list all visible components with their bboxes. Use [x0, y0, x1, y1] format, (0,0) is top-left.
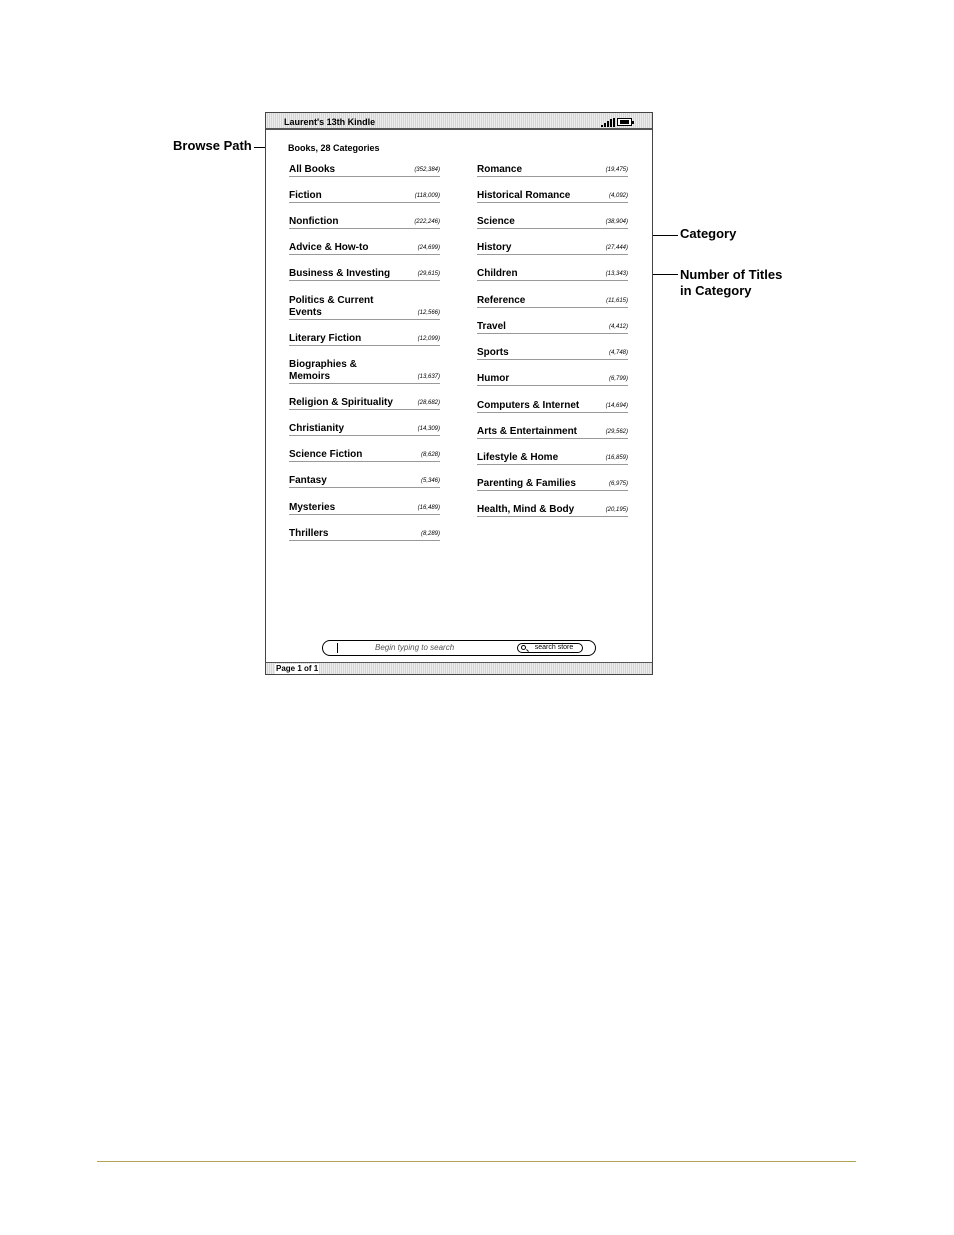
category-count: (27,444): [605, 245, 628, 251]
footer-rule: [97, 1161, 856, 1162]
category-count: (20,195): [605, 507, 628, 513]
text-cursor: [337, 643, 338, 653]
category-item-travel[interactable]: [477, 321, 628, 334]
category-item-christianity[interactable]: [289, 423, 440, 436]
number-of-titles-callout-line2: in Category: [680, 283, 752, 298]
search-store-button[interactable]: [517, 643, 583, 653]
category-count: (8,289): [420, 531, 440, 537]
device-title: Laurent's 13th Kindle: [284, 117, 376, 127]
category-item-literary-fiction[interactable]: [289, 333, 440, 346]
category-name: Mysteries: [289, 502, 336, 513]
category-count: (6,975): [608, 481, 628, 487]
category-count: (19,475): [605, 167, 628, 173]
category-name: Business & Investing: [289, 268, 391, 279]
category-item-humor[interactable]: [477, 373, 628, 386]
category-name: Reference: [477, 295, 526, 306]
category-count: (13,343): [605, 271, 628, 277]
category-item-politics-current-events[interactable]: [289, 295, 440, 320]
category-count: (14,694): [605, 403, 628, 409]
category-name: Biographies & Memoirs: [289, 359, 357, 382]
category-count: (29,562): [605, 429, 628, 435]
category-item-science[interactable]: [477, 216, 628, 229]
category-count: (16,859): [605, 455, 628, 461]
number-of-titles-callout-line1: Number of Titles: [680, 267, 783, 282]
category-count: (118,009): [414, 193, 440, 199]
category-count: (222,246): [414, 219, 440, 225]
category-count: (4,748): [608, 350, 628, 356]
category-name: Literary Fiction: [289, 333, 362, 344]
magnifier-icon: [521, 645, 526, 650]
category-name: Romance: [477, 164, 523, 175]
category-count: (13,637): [417, 374, 440, 380]
category-item-computers-internet[interactable]: [477, 400, 628, 413]
category-item-arts-entertainment[interactable]: [477, 426, 628, 439]
category-name: Parenting & Families: [477, 478, 576, 489]
category-count: (29,615): [417, 271, 440, 277]
category-count: (24,699): [417, 245, 440, 251]
category-name: Lifestyle & Home: [477, 452, 559, 463]
category-item-mysteries[interactable]: [289, 502, 440, 515]
category-count: (12,099): [417, 336, 440, 342]
category-count: (6,799): [608, 376, 628, 382]
category-item-nonfiction[interactable]: [289, 216, 440, 229]
category-name: Arts & Entertainment: [477, 426, 578, 437]
search-store-button-label: search store: [534, 644, 574, 651]
category-name: Sports: [477, 347, 509, 358]
category-name: Historical Romance: [477, 190, 571, 201]
category-count: (8,628): [420, 452, 440, 458]
browse-path: Books, 28 Categories: [288, 143, 380, 153]
category-name: Christianity: [289, 423, 345, 434]
category-name: Thrillers: [289, 528, 329, 539]
category-item-science-fiction[interactable]: [289, 449, 440, 462]
search-bar[interactable]: [322, 640, 596, 656]
browse-path-callout: Browse Path: [173, 138, 252, 153]
category-name: Fantasy: [289, 475, 327, 486]
kindle-screen: [265, 112, 653, 675]
category-name: Fiction: [289, 190, 322, 201]
category-item-romance[interactable]: [477, 164, 628, 177]
category-name: Religion & Spirituality: [289, 397, 393, 408]
category-item-historical-romance[interactable]: [477, 190, 628, 203]
category-item-all-books[interactable]: [289, 164, 440, 177]
category-item-business-investing[interactable]: [289, 268, 440, 281]
category-name: Children: [477, 268, 518, 279]
category-name: History: [477, 242, 512, 253]
category-count: (28,682): [417, 400, 440, 406]
page-indicator: Page 1 of 1: [276, 664, 319, 673]
category-name: Humor: [477, 373, 510, 384]
category-item-history[interactable]: [477, 242, 628, 255]
category-count: (4,412): [608, 324, 628, 330]
category-name: Science Fiction: [289, 449, 363, 460]
category-item-health-mind-body[interactable]: [477, 504, 628, 517]
category-callout: Category: [680, 226, 737, 241]
category-count: (38,904): [605, 219, 628, 225]
category-item-parenting-families[interactable]: [477, 478, 628, 491]
category-count: (5,346): [420, 478, 440, 484]
category-list: [266, 113, 652, 674]
category-name: Advice & How-to: [289, 242, 369, 253]
category-name: Travel: [477, 321, 506, 332]
number-of-titles-callout: [680, 267, 782, 299]
category-count: (352,384): [414, 167, 440, 173]
category-count: (4,092): [608, 193, 628, 199]
status-bar: [266, 662, 652, 674]
category-count: (11,615): [606, 298, 628, 304]
search-input[interactable]: Begin typing to search: [375, 643, 455, 652]
category-item-thrillers[interactable]: [289, 528, 440, 541]
category-count: (16,489): [417, 505, 440, 511]
category-name: Science: [477, 216, 515, 227]
category-item-fiction[interactable]: [289, 190, 440, 203]
category-item-reference[interactable]: [477, 295, 628, 308]
category-item-lifestyle-home[interactable]: [477, 452, 628, 465]
category-item-religion-spirituality[interactable]: [289, 397, 440, 410]
category-name: Computers & Internet: [477, 400, 580, 411]
category-name: All Books: [289, 164, 336, 175]
category-name: Health, Mind & Body: [477, 504, 575, 515]
category-item-advice-how-to[interactable]: [289, 242, 440, 255]
category-name: Nonfiction: [289, 216, 339, 227]
category-item-sports[interactable]: [477, 347, 628, 360]
category-item-fantasy[interactable]: [289, 475, 440, 488]
category-item-biographies-memoirs[interactable]: [289, 359, 440, 384]
category-count: (14,309): [417, 426, 440, 432]
category-count: (12,566): [417, 310, 440, 316]
category-item-children[interactable]: [477, 268, 628, 281]
category-name: Politics & Current Events: [289, 295, 374, 318]
